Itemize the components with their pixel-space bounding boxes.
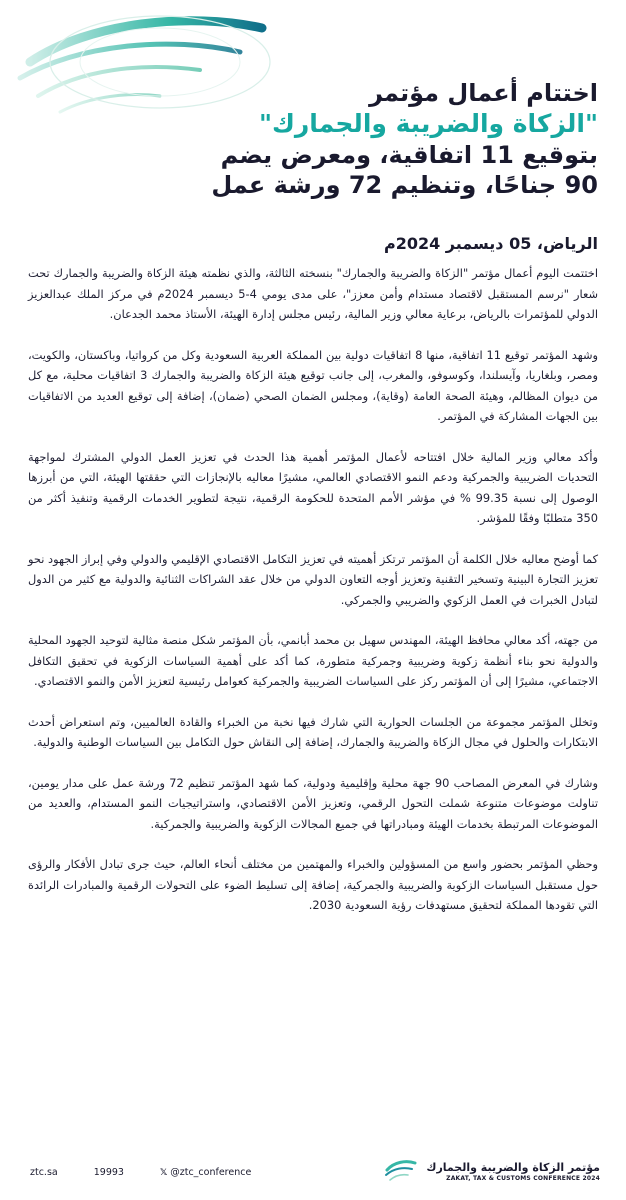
headline-conference-name: "الزكاة والضريبة والجمارك" — [258, 109, 598, 138]
footer-contacts — [30, 1167, 251, 1178]
paragraph-8: وحظي المؤتمر بحضور واسع من المسؤولين والخبراء والمهتمين من مختلف أنحاء العالم، حيث جرى تبادل الأفكار والرؤى حول مستقبل السياسات الزكوية والضريبية والجمركية، إضافة إلى تسليط الضوء على التحولات الرقمية والمبادرات الرائدة التي تقودها المملكة لتحقيق مستهدفات رؤية السعودية 2030. — [28, 857, 598, 912]
social-handle[interactable] — [160, 1167, 251, 1178]
footer-logo-text — [426, 1160, 600, 1182]
article-body — [28, 263, 598, 936]
headline-line-1: اختتام أعمال مؤتمر — [369, 79, 598, 107]
paragraph-5: من جهته، أكد معالي محافظ الهيئة، المهندس سهيل بن محمد أبانمي، بأن المؤتمر شكل منصة مثالية لتوحيد الجهود المحلية والدولية نحو بناء أنظمة زكوية وضريبية وجمركية متطورة، كما أكد على أهمية السياسات الزكوية في تحقيق التكافل الاجتماعي، مشيرًا إلى أن المؤتمر ركز على السياسات الضريبية والجمركية كعوامل رئيسية لتعزيز الأمن والنمو الاقتصادي. — [28, 633, 598, 688]
footer — [0, 1130, 626, 1200]
headline-line-3: بتوقيع 11 اتفاقية، ومعرض يضم — [220, 141, 598, 169]
phone-number: 19993 — [93, 1167, 124, 1178]
paragraph-2: وشهد المؤتمر توقيع 11 اتفاقية، منها 8 اتفاقيات دولية بين المملكة العربية السعودية وكل من كرواتيا، وباكستان، والكويت، ومصر، وبلغاريا، وآيسلندا، وكوسوفو، والمغرب، إلى جانب توقيع هيئة الزكاة والضريبة والجمارك 3 اتفاقيات محلية، مع كل من ديوان المظالم، وهيئة الصحة العامة (وقاية)، ومجلس الضمان الصحي (ضمان)، إضافة إلى توقيع العديد من الاتفاقيات بين الجهات المشاركة في المؤتمر. — [28, 347, 599, 423]
social-handle-text: @ztc_conference — [170, 1167, 252, 1178]
dateline: الرياض، 05 ديسمبر 2024م — [383, 234, 598, 253]
footer-logo — [384, 1156, 600, 1186]
x-logo-icon: 𝕏 — [159, 1168, 168, 1178]
footer-logo-arabic: مؤتمر الزكاة والضريبة والجمارك — [426, 1161, 600, 1174]
paragraph-6: وتخلل المؤتمر مجموعة من الجلسات الحوارية التي شارك فيها نخبة من الخبراء والقادة العالميين، وتم استعراض أحدث الابتكارات والحلول في مجال الزكاة والضريبة والجمارك، إضافة إلى النقاش حول التكامل بين السياسات الوطنية والدولية. — [28, 714, 598, 749]
website-link[interactable]: ztc.sa — [30, 1167, 58, 1178]
headline — [178, 78, 598, 200]
paragraph-4: كما أوضح معاليه خلال الكلمة أن المؤتمر ترتكز أهميته في تعزيز التكامل الاقتصادي الإقليمي والدولي وفي إبراز الجهود نحو تعزيز التجارة البينية وتسخير التقنية وتعزيز أوجه التعاون الدولي من خلال عقد الشراكات الثنائية والدولية مع كثير من الدول لتبادل الخبرات في العمل الزكوي والضريبي والجمركي. — [28, 551, 598, 607]
paragraph-1: اختتمت اليوم أعمال مؤتمر "الزكاة والضريبة والجمارك" بنسخته الثالثة، والذي نظمته هيئة الزكاة والضريبة والجمارك تحت شعار "نرسم المستقبل لاقتصاد مستدام وأمن معزز"، على مدى يومي 4-5 ديسمبر 2024م في مركز الملك عبدالعزيز الدولي للمؤتمرات بالرياض، برعاية معالي وزير المالية، رئيس مجلس إدارة الهيئة، الأستاذ محمد الجدعان. — [28, 266, 599, 321]
paragraph-7: وشارك في المعرض المصاحب 90 جهة محلية وإقليمية ودولية، كما شهد المؤتمر تنظيم 72 ورشة عمل على مدار يومين، تناولت موضوعات متنوعة شملت التحول الرقمي، وتعزيز الأمن الاقتصادي، واستراتيجيات النمو المستدام، والعديد من الموضوعات المرتبطة بخدمات الهيئة ومبادراتها في جميع المجالات الزكوية والضريبية والجمركية. — [28, 775, 598, 831]
globe-logo-icon — [384, 1156, 418, 1186]
footer-logo-english: ZAKAT, TAX & CUSTOMS CONFERENCE 2024 — [446, 1175, 600, 1182]
headline-line-4: 90 جناحًا، وتنظيم 72 ورشة عمل — [211, 171, 598, 199]
paragraph-3: وأكد معالي وزير المالية خلال افتتاحه لأعمال المؤتمر أهمية هذا الحدث في تعزيز العمل الدولي المشترك لمواجهة التحديات الضريبية والجمركية ودعم النمو الاقتصادي العالمي، مشيرًا معاليه بالإنجازات التي حققتها الهيئة، التي من أبرزها الوصول إلى نسبة 99.35 % في مؤشر الأمم المتحدة للحكومة الرقمية، نتيجة لتطوير الخدمات الرقمية وتنفيذ أكثر من 350 متطلبًا وفقًا للمؤشر. — [28, 449, 598, 525]
